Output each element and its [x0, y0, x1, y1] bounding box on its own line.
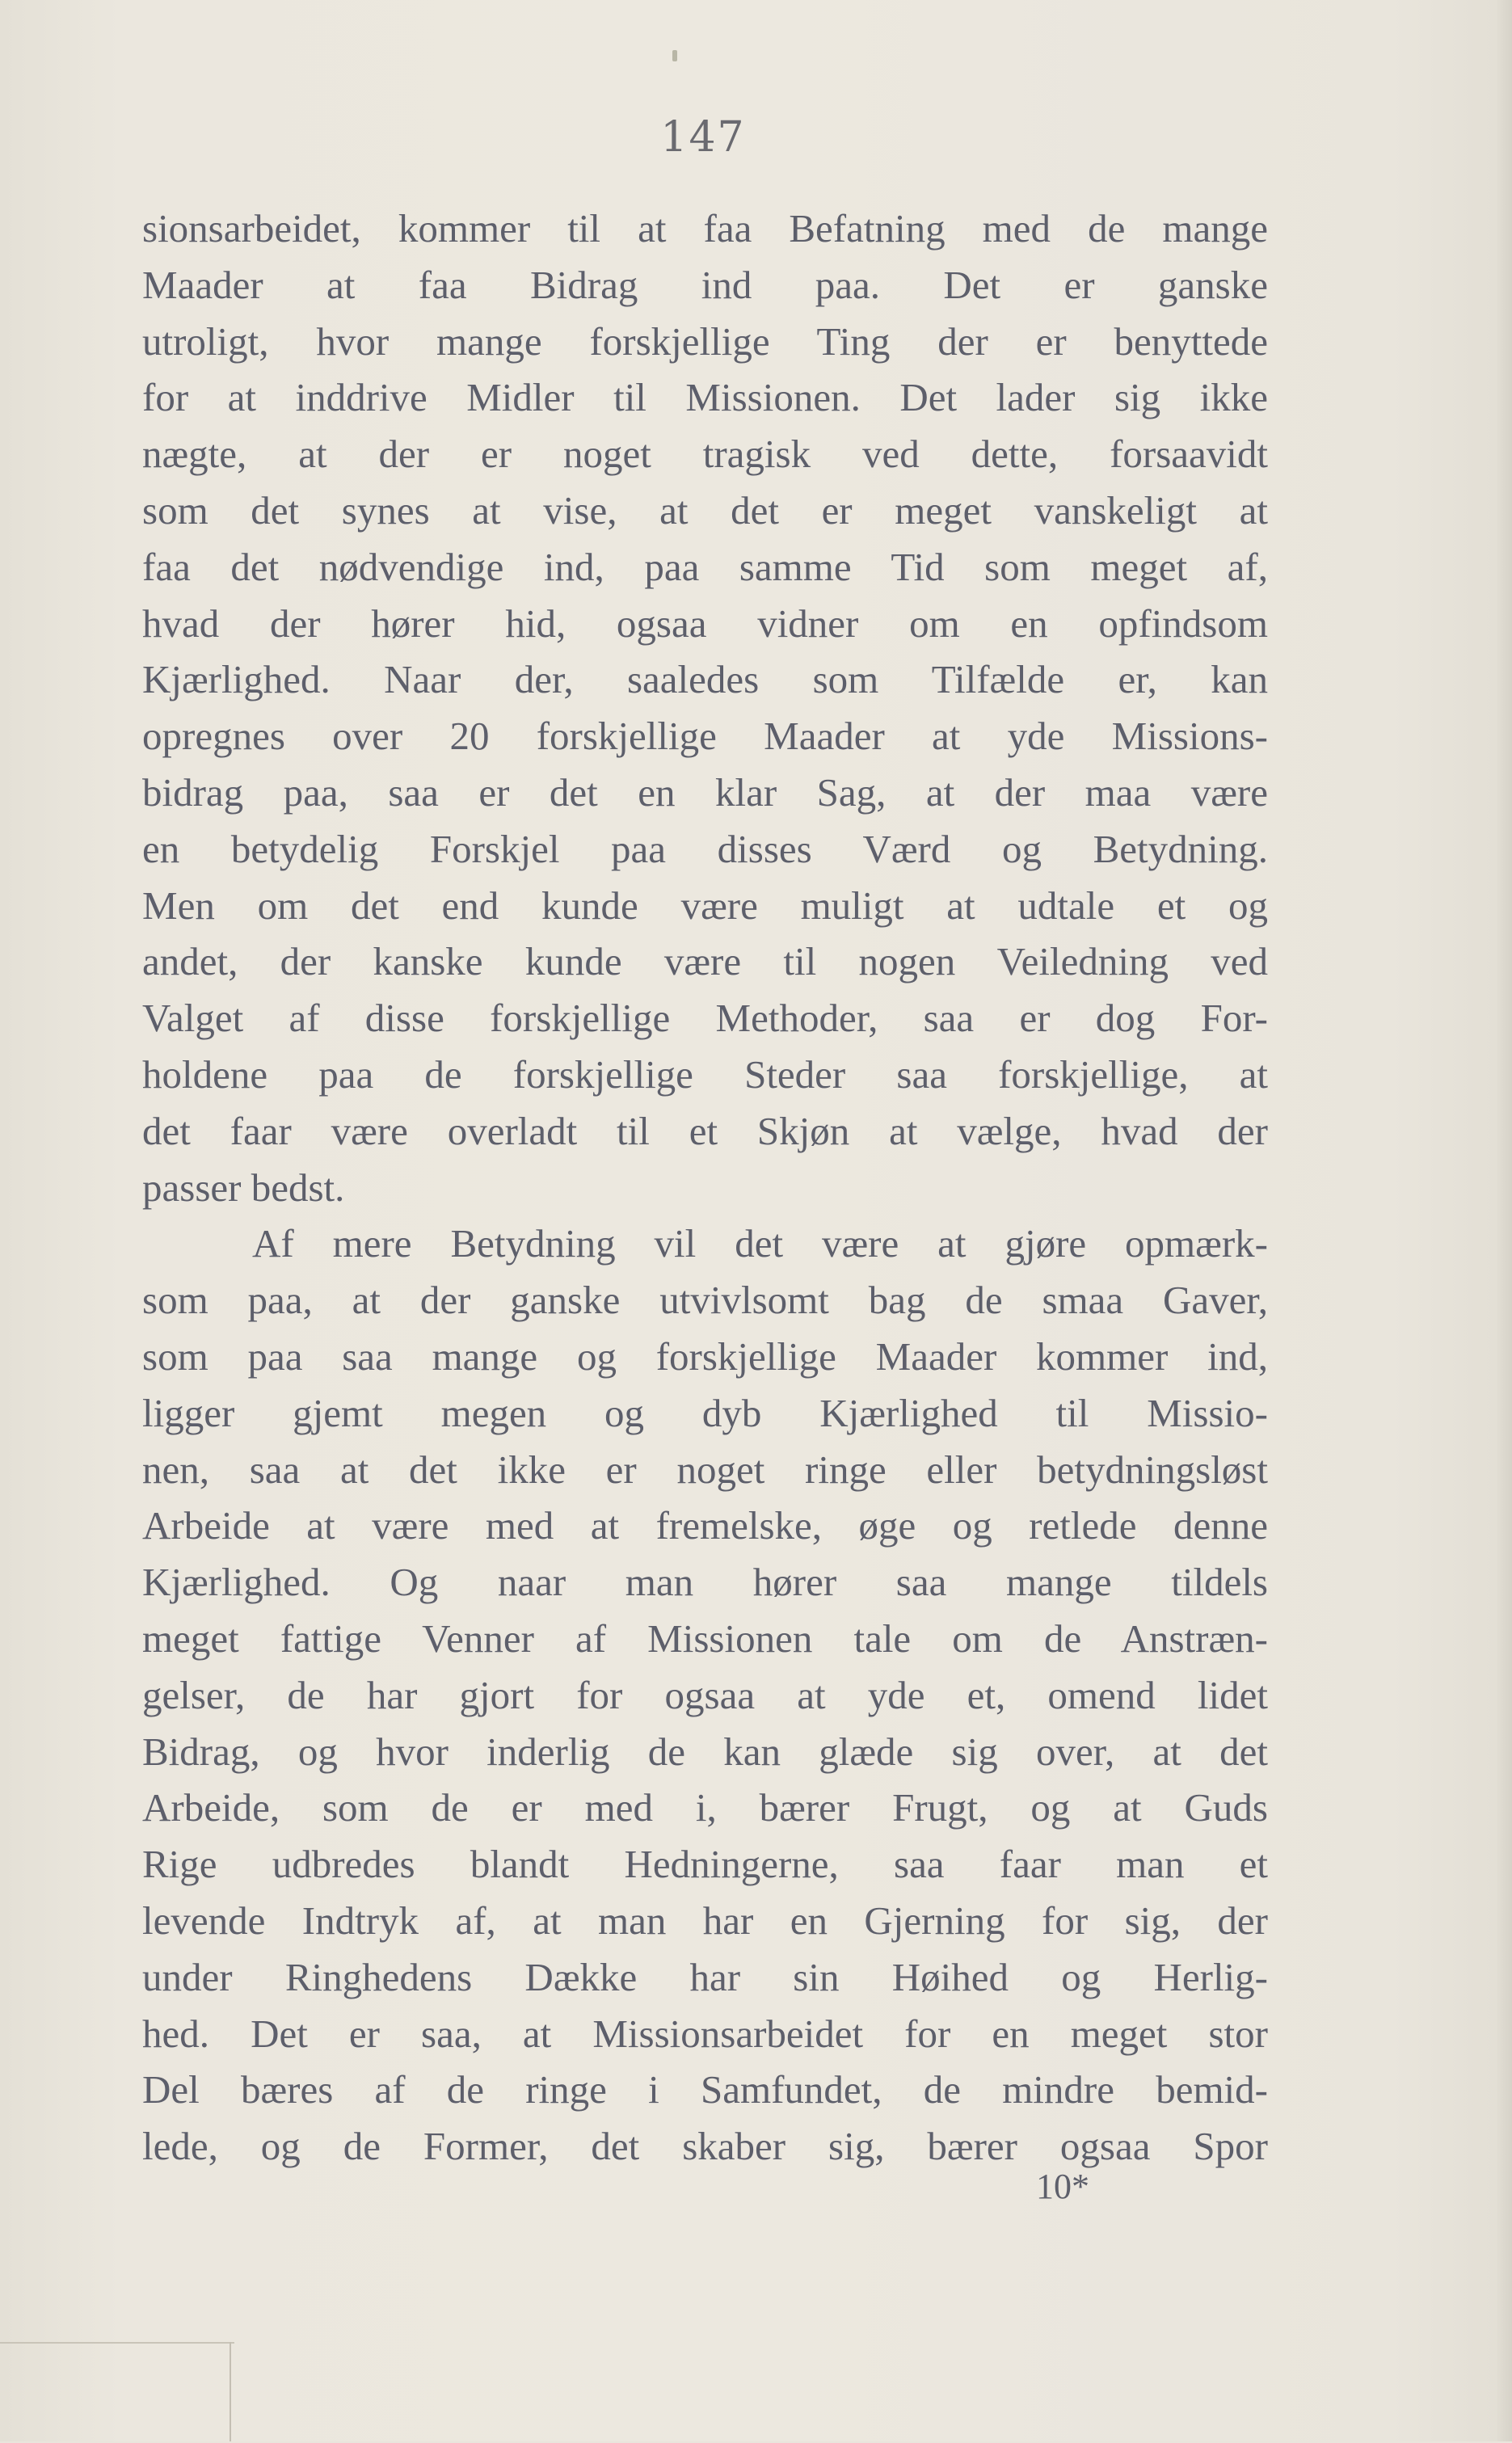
page-edge-shadow — [1497, 0, 1512, 2441]
text-line: bidrag paa, saa er det en klar Sag, at der maa være — [142, 769, 1268, 815]
text-line: nægte, at der er noget tragisk ved dette, forsaavidt — [142, 432, 1268, 477]
text-line: Valget af disse forskjellige Methoder, saa er dog For- — [142, 996, 1268, 1041]
paragraph-end-line: passer bedst. — [142, 1165, 345, 1210]
text-line: under Ringhedens Dække har sin Høihed og Herlig- — [142, 1954, 1268, 1999]
scan-edge-divider — [230, 2342, 231, 2441]
text-line: sionsarbeidet, kommer til at faa Befatning med de mange — [142, 206, 1268, 251]
text-line: utroligt, hvor mange forskjellige Ting der er benyttede — [142, 318, 1268, 364]
text-line: Arbeide at være med at fremelske, øge og retlede denne — [142, 1503, 1268, 1548]
text-line: det faar være overladt til et Skjøn at vælge, hvad der — [142, 1108, 1268, 1153]
text-line: meget fattige Venner af Missionen tale om de Anstræn- — [142, 1615, 1268, 1661]
text-line: ligger gjemt megen og dyb Kjærlighed til Missio- — [142, 1390, 1268, 1435]
text-line: holdene paa de forskjellige Steder saa forskjellige, at — [142, 1051, 1268, 1097]
text-line: hvad der hører hid, ogsaa vidner om en opfindsom — [142, 600, 1268, 646]
text-line: Del bæres af de ringe i Samfundet, de mindre bemid- — [142, 2067, 1268, 2112]
paper-speck — [672, 50, 677, 61]
text-line: faa det nødvendige ind, paa samme Tid som meget af, — [142, 544, 1268, 589]
text-line: Kjærlighed. Og naar man hører saa mange tildels — [142, 1560, 1268, 1605]
text-line: Arbeide, som de er med i, bærer Frugt, og at Guds — [142, 1785, 1268, 1830]
text-line: en betydelig Forskjel paa disses Værd og Betydning. — [142, 826, 1268, 871]
paragraph-start-line: Af mere Betydning vil det være at gjøre opmærk- — [252, 1221, 1268, 1266]
text-line: Men om det end kunde være muligt at udtale et og — [142, 882, 1268, 928]
text-line: som paa, at der ganske utvivlsomt bag de smaa Gaver, — [142, 1278, 1268, 1323]
text-line: andet, der kanske kunde være til nogen Veiledning ved — [142, 939, 1268, 984]
text-line: opregnes over 20 forskjellige Maader at yde Missions- — [142, 714, 1268, 759]
text-line: levende Indtryk af, at man har en Gjerning for sig, der — [142, 1898, 1268, 1943]
text-line: som paa saa mange og forskjellige Maader kommer ind, — [142, 1333, 1268, 1379]
text-line: Bidrag, og hvor inderlig de kan glæde sig over, at det — [142, 1729, 1268, 1774]
text-line: lede, og de Former, det skaber sig, bærer ogsaa Spor — [142, 2124, 1268, 2169]
text-line: som det synes at vise, at det er meget vanskeligt at — [142, 487, 1268, 533]
text-line: nen, saa at det ikke er noget ringe eller betydningsløst — [142, 1447, 1268, 1492]
scan-edge-line — [0, 2342, 234, 2443]
body-text — [142, 200, 1268, 2175]
text-line: hed. Det er saa, at Missionsarbeidet for en meget stor — [142, 2011, 1268, 2056]
text-line: Rige udbredes blandt Hedningerne, saa faar man et — [142, 1842, 1268, 1887]
text-line: Maader at faa Bidrag ind paa. Det er ganske — [142, 262, 1268, 307]
signature-mark: 10* — [1036, 2167, 1089, 2206]
page-number: 147 — [660, 113, 746, 162]
text-line: Kjærlighed. Naar der, saaledes som Tilfælde er, kan — [142, 657, 1268, 702]
text-line: gelser, de har gjort for ogsaa at yde et, omend lidet — [142, 1672, 1268, 1717]
text-line: for at inddrive Midler til Missionen. Det lader sig ikke — [142, 375, 1268, 420]
